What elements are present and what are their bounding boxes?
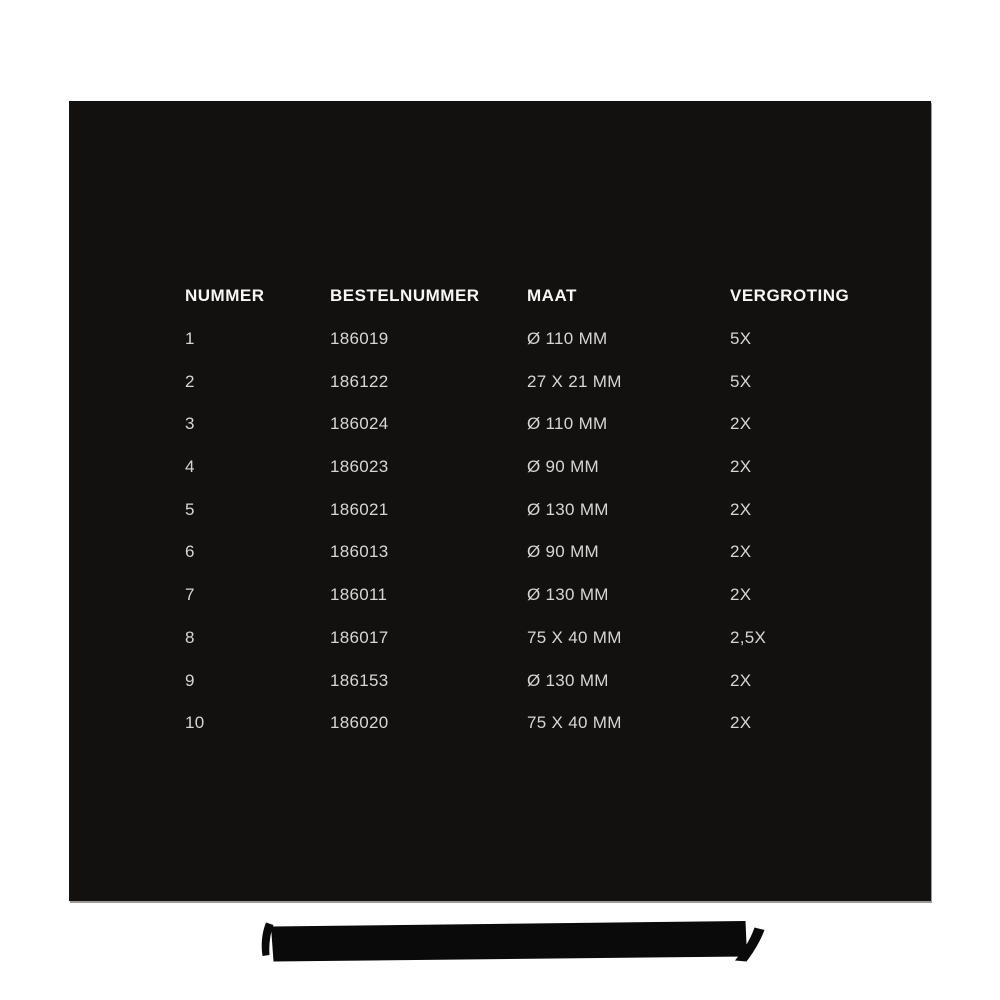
table-cell: 4 bbox=[185, 457, 195, 477]
table-cell: 6 bbox=[185, 542, 195, 562]
table-cell: 10 bbox=[185, 713, 205, 733]
table-cell: 186020 bbox=[330, 713, 389, 733]
table-cell: 2X bbox=[730, 585, 752, 605]
table-cell: Ø 90 MM bbox=[527, 542, 600, 562]
header-nummer: NUMMER bbox=[185, 286, 265, 306]
table-cell: 186019 bbox=[330, 329, 389, 349]
table-cell: 2 bbox=[185, 371, 195, 391]
table-cell: 2X bbox=[730, 414, 752, 434]
scribble-bar-icon bbox=[271, 921, 747, 962]
table-cell: 1 bbox=[185, 329, 195, 349]
table-cell: Ø 130 MM bbox=[527, 499, 609, 519]
header-maat: MAAT bbox=[527, 286, 577, 306]
table-row bbox=[185, 360, 911, 403]
table-cell: 186153 bbox=[330, 670, 389, 690]
table-cell: 186013 bbox=[330, 542, 389, 562]
table-cell: Ø 90 MM bbox=[527, 457, 600, 477]
table-cell: 186023 bbox=[330, 457, 389, 477]
product-table-panel bbox=[69, 101, 931, 901]
table-cell: 7 bbox=[185, 585, 195, 605]
table-row bbox=[185, 574, 911, 617]
header-bestelnummer: BESTELNUMMER bbox=[330, 286, 480, 306]
table-row bbox=[185, 318, 911, 361]
table-cell: 5X bbox=[730, 329, 752, 349]
table-cell: Ø 130 MM bbox=[527, 670, 609, 690]
table-cell: 186021 bbox=[330, 499, 389, 519]
table-cell: 186122 bbox=[330, 371, 389, 391]
table-cell: 75 X 40 MM bbox=[527, 713, 622, 733]
table-header-row bbox=[185, 275, 911, 318]
table-row bbox=[185, 702, 911, 745]
table-row bbox=[185, 488, 911, 531]
table-row bbox=[185, 659, 911, 702]
table-cell: 2X bbox=[730, 542, 752, 562]
table-row bbox=[185, 531, 911, 574]
table-cell: 2X bbox=[730, 457, 752, 477]
table-row bbox=[185, 446, 911, 489]
redacted-caption-scribble bbox=[250, 912, 775, 972]
table-cell: 186011 bbox=[330, 585, 388, 605]
product-table bbox=[185, 275, 911, 745]
table-cell: 3 bbox=[185, 414, 195, 434]
table-cell: 2X bbox=[730, 670, 752, 690]
table-cell: 186017 bbox=[330, 627, 389, 647]
table-cell: 5X bbox=[730, 371, 752, 391]
table-cell: 2X bbox=[730, 713, 752, 733]
header-vergroting: VERGROTING bbox=[730, 286, 850, 306]
table-cell: 2X bbox=[730, 499, 752, 519]
table-cell: 9 bbox=[185, 670, 195, 690]
table-cell: Ø 110 MM bbox=[527, 414, 608, 434]
table-cell: Ø 110 MM bbox=[527, 329, 608, 349]
table-row bbox=[185, 403, 911, 446]
table-cell: 5 bbox=[185, 499, 195, 519]
table-cell: 27 X 21 MM bbox=[527, 371, 622, 391]
table-cell: Ø 130 MM bbox=[527, 585, 609, 605]
table-row bbox=[185, 617, 911, 660]
table-cell: 75 X 40 MM bbox=[527, 627, 622, 647]
table-cell: 8 bbox=[185, 627, 195, 647]
table-cell: 2,5X bbox=[730, 627, 767, 647]
table-cell: 186024 bbox=[330, 414, 389, 434]
